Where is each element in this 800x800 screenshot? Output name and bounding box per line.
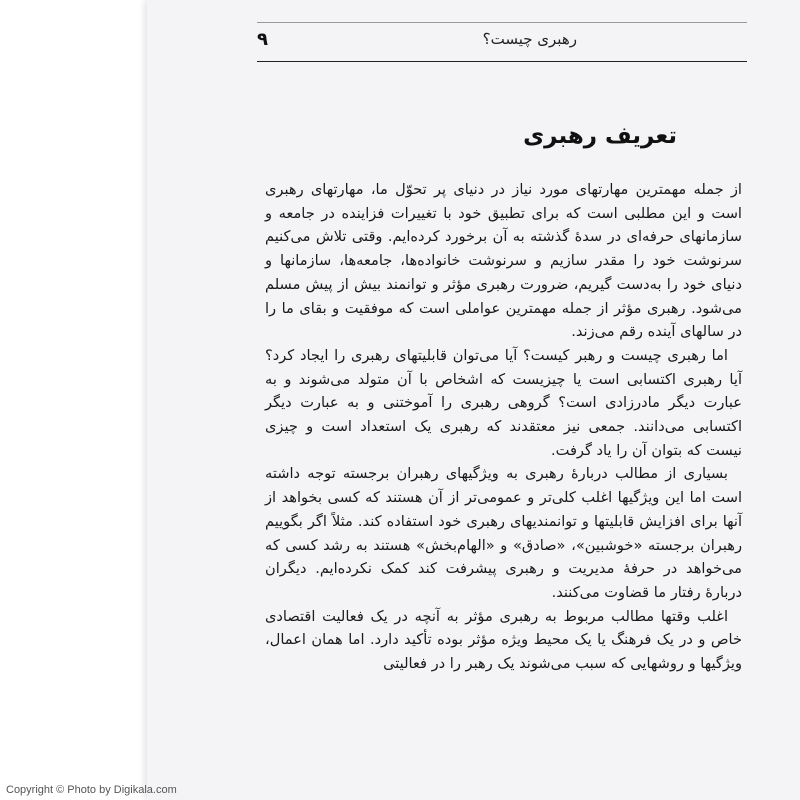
page-header (257, 22, 747, 62)
chapter-title: تعریف رهبری (523, 123, 677, 149)
paragraph: بسیاری از مطالب دربارهٔ رهبری به ویژگیهای رهبران برجسته توجه داشته است اما این ویژگیها اغلب کلی‌تر و عمومی‌تر از آن هستند که کسی بخواهد از آنها برای افزایش قابلیتها و توانمندیهای رهبری خود استفاده کند. مثلاً اگر بگوییم رهبران برجسته «خوشبین»، «صادق» و «الهام‌بخش» هستند به رشد کسی که می‌خواهد در حرفهٔ مدیریت و رهبری پیشرفت کند کمک نکرده‌ایم. دیگران دربارهٔ رفتار ما قضاوت می‌کنند. (265, 465, 742, 601)
copyright-notice: Copyright © Photo by Digikala.com (6, 784, 177, 796)
running-title: رهبری چیست؟ (482, 30, 577, 48)
paragraph: اغلب وقتها مطالب مربوط به رهبری مؤثر به آنچه در یک فعالیت اقتصادی خاص و در یک فرهنگ یا یک محیط ویژه مؤثر بوده تأکید دارد. اما همان اعمال، ویژگیها و روشهایی که سبب می‌شوند یک رهبر را در فعالیتی (265, 607, 742, 673)
book-page (147, 0, 800, 800)
page-number: ۹ (257, 29, 268, 50)
body-text (265, 178, 742, 676)
paragraph: از جمله مهمترین مهارتهای مورد نیاز در دنیای پر تحوّل ما، مهارتهای رهبری است و این مطلبی است که برای تطبیق خود با تغییرات فزاینده در جامعه و سازمانهای حرفه‌ای در سدهٔ گذشته به آن برخورد کرده‌ایم. وقتی تلاش می‌کنیم سرنوشت خود را مقدر سازیم و سرنوشت خانواده‌ها، جامعه‌ها، سازمانها و دنیای خود را به‌دست گیریم، ضرورت رهبری مؤثر و توانمند بیش از پیش مسلم می‌شود. رهبری مؤثر از جمله مهمترین عواملی است که موفقیت و بقای ما را در سالهای آینده رقم می‌زند. (265, 181, 742, 341)
paragraph: اما رهبری چیست و رهبر کیست؟ آیا می‌توان قابلیتهای رهبری را ایجاد کرد؟ آیا رهبری اکتسابی است یا چیزیست که اشخاص با آن متولد می‌شوند و به عبارت دیگر مادرزادی است؟ گروهی رهبری را آموختنی و به عبارت دیگر اکتسابی می‌دانند. جمعی نیز معتقدند که رهبری یک استعداد است و چیزی نیست که بتوان آن را یاد گرفت. (265, 346, 742, 459)
